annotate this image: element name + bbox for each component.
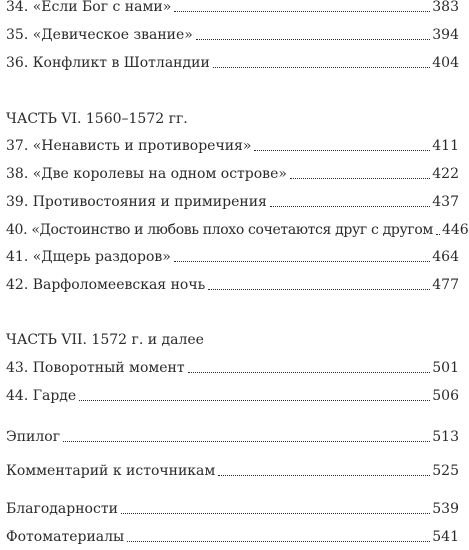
dot-leader bbox=[218, 475, 430, 476]
toc-entry-36 bbox=[6, 50, 459, 72]
toc-entry-acknowledgements bbox=[6, 496, 459, 518]
toc-entry-page: 422 bbox=[432, 166, 459, 182]
toc-entry-label: 38. «Две королевы на одном острове» bbox=[6, 166, 287, 182]
toc-entry-page: 541 bbox=[432, 529, 459, 545]
toc-entry-43 bbox=[6, 355, 459, 377]
toc-entry-page: 501 bbox=[432, 360, 459, 376]
dot-leader bbox=[174, 11, 430, 12]
toc-entry-epilogue bbox=[6, 424, 459, 446]
toc-entry-44 bbox=[6, 383, 459, 405]
toc-entry-label: 40. «Достоинство и любовь плохо сочетаются друг с другом bbox=[6, 222, 433, 238]
dot-leader bbox=[121, 513, 430, 514]
dot-leader bbox=[254, 150, 430, 151]
toc-entry-label: 44. Гарде bbox=[6, 388, 77, 404]
dot-leader bbox=[290, 178, 430, 179]
part-heading-7: ЧАСТЬ VII. 1572 г. и далее bbox=[6, 332, 204, 348]
toc-entry-page: 411 bbox=[432, 138, 459, 154]
toc-entry-35 bbox=[6, 22, 459, 44]
toc-entry-page: 383 bbox=[432, 0, 459, 15]
toc-entry-photos bbox=[6, 524, 459, 546]
toc-entry-label: 41. «Дщерь раздоров» bbox=[6, 249, 171, 265]
toc-entry-label: Фотоматериалы bbox=[6, 529, 125, 545]
dot-leader bbox=[188, 372, 431, 373]
toc-entry-39 bbox=[6, 189, 459, 211]
dot-leader bbox=[213, 67, 430, 68]
dot-leader bbox=[270, 206, 430, 207]
toc-entry-page: 525 bbox=[432, 463, 459, 479]
toc-entry-source-commentary bbox=[6, 458, 459, 480]
dot-leader bbox=[63, 441, 430, 442]
dot-leader bbox=[436, 234, 440, 235]
toc-entry-page: 404 bbox=[432, 55, 459, 71]
toc-entry-page: 394 bbox=[432, 27, 459, 43]
toc-entry-page: 437 bbox=[432, 194, 459, 210]
toc-entry-37 bbox=[6, 133, 459, 155]
toc-entry-label: Эпилог bbox=[6, 429, 61, 445]
toc-entry-page: 539 bbox=[432, 501, 459, 517]
dot-leader bbox=[196, 39, 430, 40]
toc-entry-page: 464 bbox=[432, 249, 459, 265]
toc-entry-label: 36. Конфликт в Шотландии bbox=[6, 55, 210, 71]
toc-entry-label: 37. «Ненависть и противоречия» bbox=[6, 138, 252, 154]
dot-leader bbox=[174, 261, 430, 262]
toc-entry-page: 513 bbox=[432, 429, 459, 445]
toc-entry-label: 43. Поворотный момент bbox=[6, 360, 185, 376]
toc-entry-38 bbox=[6, 161, 459, 183]
toc-entry-page: 506 bbox=[432, 388, 459, 404]
toc-entry-label: Благодарности bbox=[6, 501, 118, 517]
toc-entry-40 bbox=[6, 217, 469, 239]
dot-leader bbox=[208, 289, 430, 290]
dot-leader bbox=[79, 400, 430, 401]
toc-entry-label: 39. Противостояния и примирения bbox=[6, 194, 267, 210]
toc-entry-label: 35. «Девическое звание» bbox=[6, 27, 193, 43]
toc-entry-label: 34. «Если Бог с нами» bbox=[6, 0, 172, 15]
toc-entry-label: 42. Варфоломеевская ночь bbox=[6, 277, 206, 293]
part-heading-6: ЧАСТЬ VI. 1560–1572 гг. bbox=[6, 111, 188, 127]
toc-entry-41 bbox=[6, 244, 459, 266]
toc-entry-page: 477 bbox=[432, 277, 459, 293]
toc-entry-label: Комментарий к источникам bbox=[6, 463, 216, 479]
toc-entry-page: 446 bbox=[441, 222, 469, 238]
dot-leader bbox=[127, 541, 430, 542]
toc-entry-34 bbox=[6, 0, 459, 16]
toc-entry-42 bbox=[6, 272, 459, 294]
